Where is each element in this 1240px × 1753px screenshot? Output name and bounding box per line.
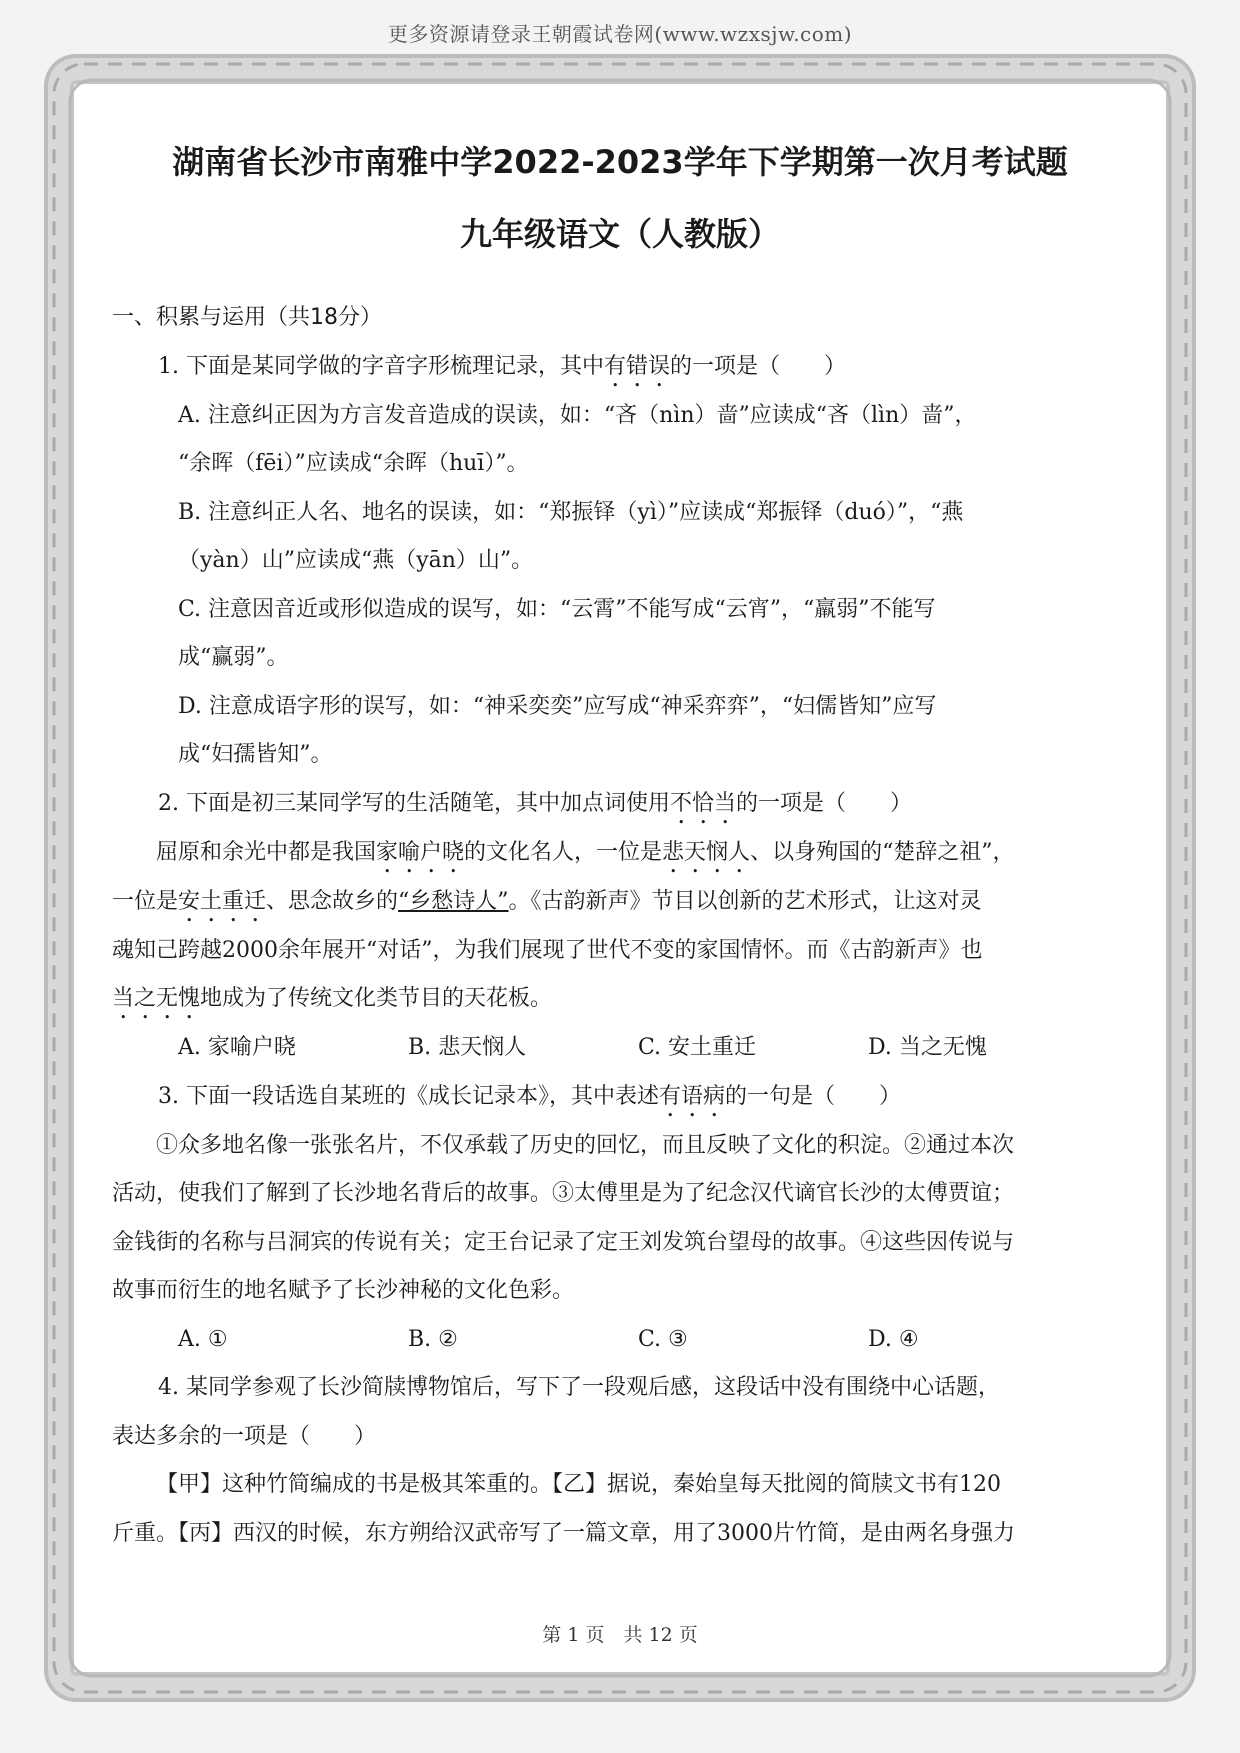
watermark-header: 更多资源请登录王朝霞试卷网(www.wzxsjw.com) [387,22,853,46]
question-1-option-c: C. 注意因音近或形似造成的误写，如：“云霄”不能写成“云宵”，“羸弱”不能写 [178,596,936,622]
question-3-passage-line-4: 故事而衍生的地名赋予了长沙神秘的文化色彩。 [112,1278,575,1303]
question-2-options [112,1024,1128,1073]
question-2-passage-line-4: 当之无愧地成为了传统文化类节目的天花板。 [112,986,553,1011]
question-2-option-d: D. 当之无愧 [868,1035,987,1060]
question-4-passage-line-2: 斤重。【丙】西汉的时候，东方朔给汉武帝写了一篇文章，用了3000片竹简，是由两名身强力 [112,1520,1015,1546]
question-3-option-b: B. ② [408,1326,458,1352]
question-3-option-a: A. ① [178,1326,228,1352]
question-1-option-a-cont: “余晖（fēi）”应读成“余晖（huī）”。 [178,451,529,476]
question-3-stem: 3. 下面一段话选自某班的《成长记录本》，其中表述有语病的一句是（ ） [158,1083,902,1109]
question-2-option-a: A. 家喻户晓 [178,1035,296,1060]
section-heading: 一、积累与运用（共18分） [112,305,382,330]
question-3-options [112,1316,1128,1365]
question-2-option-b: B. 悲天悯人 [408,1035,527,1060]
question-1-option-b: B. 注意纠正人名、地名的误读，如：“郑振铎（yì）”应读成“郑振铎（duó）”，“燕 [178,499,964,525]
question-2-stem: 2. 下面是初三某同学写的生活随笔，其中加点词使用不恰当的一项是（ ） [158,790,913,816]
question-1-option-c-cont: 成“赢弱”。 [178,645,289,670]
question-4-stem: 4. 某同学参观了长沙简牍博物馆后，写下了一段观后感，这段话中没有围绕中心话题， [158,1375,1000,1400]
question-3-option-d: D. ④ [868,1326,919,1352]
question-3-passage-line-3: 金钱街的名称与吕洞宾的传说有关；定王台记录了定王刘发筑台望母的故事。④这些因传说与 [112,1229,1015,1255]
question-4-stem-cont: 表达多余的一项是（ ） [112,1423,377,1449]
exam-title: 湖南省长沙市南雅中学2022-2023学年下学期第一次月考试题 [172,143,1068,181]
document-body [112,140,1128,1558]
question-2-passage-line-2: 一位是安土重迁、思念故乡的“乡愁诗人”。《古韵新声》节目以创新的艺术形式，让这对灵 [112,888,982,914]
question-2-option-c: C. 安土重迁 [638,1035,757,1060]
question-1-option-b-cont: （yàn）山”应读成“燕（yān）山”。 [178,548,534,573]
question-3-passage-line-2: 活动，使我们了解到了长沙地名背后的故事。③太傅里是为了纪念汉代谪官长沙的太傅贾谊； [112,1181,1015,1206]
question-1-option-a: A. 注意纠正因为方言发音造成的误读，如：“吝（nìn）啬”应读成“吝（lìn）啬”， [178,402,977,428]
question-2-passage-line-3: 魂知己跨越2000余年展开“对话”，为我们展现了世代不变的家国情怀。而《古韵新声》也 [112,937,983,963]
question-1-option-d-cont: 成“妇孺皆知”。 [178,742,333,767]
question-3-passage-line-1: ①众多地名像一张张名片，不仅承载了历史的回忆，而且反映了文化的积淀。②通过本次 [156,1132,1015,1158]
question-3-option-c: C. ③ [638,1326,688,1352]
question-4-passage-line-1: 【甲】这种竹简编成的书是极其笨重的。【乙】据说，秦始皇每天批阅的简牍文书有120 [156,1472,1001,1497]
exam-subtitle: 九年级语文（人教版） [459,215,780,253]
question-2-passage-line-1: 屈原和余光中都是我国家喻户晓的文化名人，一位是悲天悯人、以身殉国的“楚辞之祖”， [156,839,1015,865]
page-number-footer: 第 1 页 共 12 页 [542,1624,698,1646]
question-1-stem: 1. 下面是某同学做的字音字形梳理记录，其中有错误的一项是（ ） [158,353,847,379]
question-1-option-d: D. 注意成语字形的误写，如：“神采奕奕”应写成“神采弈弈”，“妇儒皆知”应写 [178,693,937,719]
